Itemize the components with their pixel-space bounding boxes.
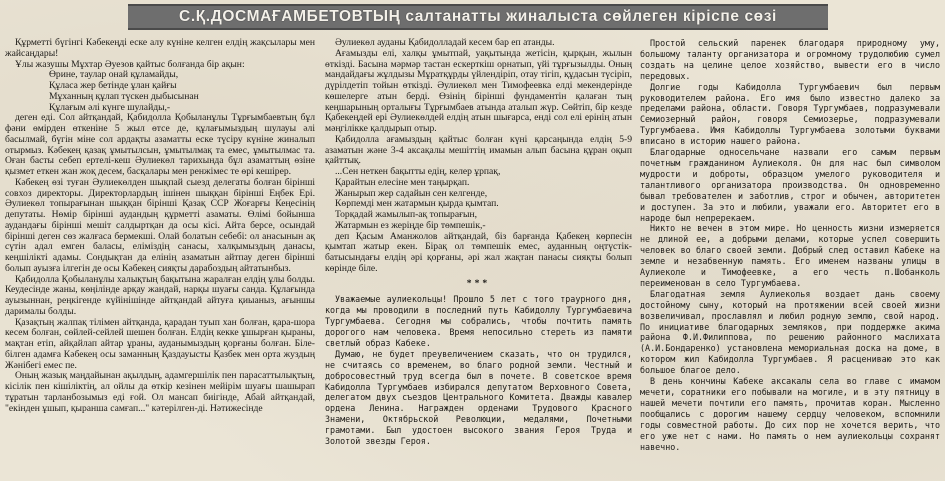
headline-title: С.Қ.ДОСМАҒАМБЕТОВТЫҢ салтанатты жиналыста сөйлеген кіріспе сөзі [179, 8, 777, 25]
article-column-russian-3 [640, 38, 940, 478]
poem-line: Өрине, таулар онай құламайды, [49, 69, 179, 81]
article-paragraph: Құрметті бүгінгі Кәбекеңді еске алу күніне келген елдің жақсылары мен жайсаңдары! [5, 38, 315, 59]
poem-line: ...Сен неткен бақытты едің, келер ұрпақ, [335, 166, 501, 177]
poem-line: Жанырып жер садайын сен келгенде, [335, 187, 488, 199]
poem-line: Құлағым әлі күнге шулайды,- [49, 101, 171, 113]
article-paragraph: деген еді. Сол айтқандай, Қабидолла Қобыланұлы Тұрғымбаевтың бұл фәни өмірден өткеніне 5 жыл өтсе де, құлағымыздың шулауы әлі басылмай, бүгін міне сол ардақты азаматты еске түсіру күніне жиналып отырмыз. Кәбекең қазақ ұмытылсын, ұмытылмақ та емес, ұмытылмас та. Оған басты себеп ертелі-кеш Әулиекөл тарихында бұл азаматтың өзіне қызмет еткен жан жоқ десем, басқалары мен ренжімес те өрі кешірер. [5, 112, 315, 177]
article-paragraph: Уважаемые аулиекольцы! Прошло 5 лет с того траурного дня, когда мы проводили в последний путь Кабидоллу Тургумбаевича Тургумбаева. Сегодня мы собрались, чтобы почтить память дорогого нам человека. Время непосильно стереть из памяти светлый образ Кабеке. [325, 294, 632, 348]
article-paragraph: Ағамызды елі, халқы ұмытпай, уақытында жетісін, қырқын, жылын өткізді. Басына мәрмәр тастан ескерткіш орнатып, үйі тұрғызылды. Оның мандайдағы жұлдызы Мұратқұрды үйлендіріп, отау тігіп, құдасын түсіріп, дүрілдетіп тойын өткізді. Әулиекөл мен Тимофеевка елді мекендерінде көшелерге атын берді. Өзінің бірінші фундаментін қалаған тың кеңшарының орталығы Тұрғымбаев атында аталып жүр. Сөйтіп, бір кезде Қабекеңдей ері Әулиекөлдей елдің атын шығарса, енді сол елі ерінің атын мәңгілікке қалдырып отыр. [325, 47, 632, 134]
article-paragraph: Долгие годы Кабидолла Тургумбаевич был первым руководителем района. Его имя было известно далеко за пределами района, области. Говоря Тургумбаев, подразумевали Семиозерный район, говоря Семиозерье, подразумевали Тургумбаева. Имя Кабидоллы Тургумбаева золотыми буквами вписано в историю нашего района. [640, 81, 940, 147]
poem-line: Мұханның құлап түскен дыбысынан [49, 90, 199, 102]
article-paragraph: Қабидолла ағамыздың қайтыс болған күні қарсаңында елдің 5-9 азаматын және 3-4 аксақалы мешіттің имамын алып басына құран оқып қайттық. [325, 133, 632, 167]
poem-line: Құласа жер бетінде ұлан қайғы [49, 80, 177, 91]
section-divider: *** [466, 277, 491, 289]
article-paragraph: Әулиекөл ауданы Қабидолладай кесем бар еп атанды. [335, 38, 555, 48]
article-paragraph: Оның жазық маңдайынан ақылдың, адамгершілік пен парасаттылықтың, кісілік пен кішіліктің, ал ойлы да өткір кезінен мейірім шуағы шашырап тұратын тарланбозымыз еді ғой. Ол мансап биігінде, Абай айтқандай, "екінден ұшып, қыранша самғап..." кәтерілген-ді. Нәтижесінде [5, 370, 315, 414]
article-paragraph: Благодарные односельчане назвали его самым первым почетным гражданином Аулиеколя. Он для нас был символом мудрости и доброты, образцом умелого руководителя и талантливого организатора производства. Он одновременно бывал требователен и заботлив, строг и обычен, авторитетен и доступен. За это и любили, уважали его. Авторитет его в народе был непререкаем. [640, 147, 940, 223]
article-paragraph: Благодатная земля Аулиеколья воздает дань своему достойному сыну, который на протяжении всей своей жизни возвеличивал, прославлял и любил родную землю, свой народ. По инициативе благодарных земляков, при поддержке акима района Ф.И.Филиппова, по решению районного маслихата (А.И.Бондаренко) установлена мемориальная доска на доме, в котором жил Кабидолла Тургумбаев. Я расцениваю это как большое благое дело. [640, 288, 940, 376]
poem-line: Көрпемді мен жатармын қырда қымтап. [335, 198, 499, 210]
article-paragraph: В день кончины Кабеке аксакалы села во главе с имамом мечети, соратники его побывали на могиле, и в эту пятницу в нашей мечети почтили его память, прочитав коран. Мысленно пообщались с дорогим нашему сердцу человеком, вспомнили годы совместной работы. До сих пор не хочется верить, что его уже нет с нами. Но память о нем аулиекольцы сохранят навечно. [640, 376, 940, 452]
poem-line: Жатармын ез жеріңде бір төмпешік,- [335, 219, 486, 231]
article-paragraph: Простой сельский паренек благодаря природному уму, большому таланту организатора и огромному трудолюбию сумел создать на целине целое хозяйство, вывести его в число передовых. [640, 38, 940, 81]
poem-line: Қарайтын елесіне мен таңырқап. [335, 176, 470, 188]
headline-banner [128, 4, 828, 30]
article-paragraph: деп Қасым Аманжолов айтқандай, біз барғанда Қабекең көрпесін қымтап жатыр екен. Бірақ ол төмпешік емес, ауданның оңтүстік-батысындағы елдің әрі қорғаны, әрі жал жақтан панасы сияқты болып көрінде біле. [325, 230, 632, 274]
poem-line: Торқадай жамылып-ақ топырағын, [335, 209, 478, 220]
article-paragraph: Қазақтың жалпақ тілiмен айтқанда, қарадан туып хан болған, қара-шора кесем болған, сөйлей-сейлей шешен болған. Елдің кекке ұшырған қыраны, мақтан етіп, айқайлап айтар ұраны, ауданымыздың қорғаны болған. Біле-білген адамға Кәбекең осы заманның Қаздауысты Қазбек мен орта жуздың Жәнібегі емес пе. [5, 316, 315, 371]
article-column-kazakh-russian-2 [325, 38, 632, 478]
article-paragraph: Никто не вечен в этом мире. Но ценность жизни измеряется не длиной ее, а добрыми делами, которые успел совершить человек во благо своей земли. Добрый след оставил Кабеке на земле и незабвенную память. Его именем названы улицы в Аулиеколе и Тимофеевке, а его честь п.Шобанколь переименован в село Тургумбаева. [640, 223, 940, 288]
article-paragraph: Думаю, не будет преувеличением сказать, что он трудился, не считаясь со временем, во благо родной земли. Честный и добросовестный труд всегда был в почете. В советское время Кабидолла Тургумбаев избирался депутатом Верховного Совета, делегатом двух съездов Центрального Комитета. Дважды кавалер ордена Ленина. Награжден орденами Трудового Красного Знамени, Октябрьской Революции, медалями, Почетными грамотами. Был удостоен высокого звания Героя Труда и Золотой звезды Героя. [325, 348, 632, 447]
article-paragraph: Ұлы жазушы Мұхтар Әуезов қайтыс болғанда бір ақын: [15, 58, 245, 70]
article-paragraph: Қабидолла Қобыланұлы халықтың бақытына жаралған елдің ұлы болды. Кеудесінде жаны, көңілінде арқау жандай, нарқы шуағы санда. Құлағында ауызыннан, реңкiгенде күйiнiшiнде айтқандай айтуға қиыаныз, ағыншы дарималы болды. [5, 273, 315, 317]
article-column-kazakh-1 [5, 38, 315, 478]
article-paragraph: Кәбекең өзі туған Әулиекөлден шықпай сыезд делегаты болған бірінші совхоз директоры. Директорлардың ішінен шыққан бірінші Еңбек Ері. Әулиекөл топырағынан шыққан бірінші Қазақ ССР Жоғарғы Кеңесінің депутаты. Нөмір бірінші аудандың құрметті азаматы. Өлімі бойынша аудандағы бірінші мешіт салдыртқан да осы кісі. Айта берсе, осындай бірінші деген сөз жалғаса бермекші. Олай болатын себебі: ол анасынын ақ сүтін адал емген баласы, елімiздің санасы, халқымыздың данасы, кеңшілікті адамы. Сондықтан да елінің азаматын айтпау деген бірінші болып ауызға ілгегін де осы Кәбекең сияқты дарабоздың айтатынбыз. [5, 176, 315, 274]
